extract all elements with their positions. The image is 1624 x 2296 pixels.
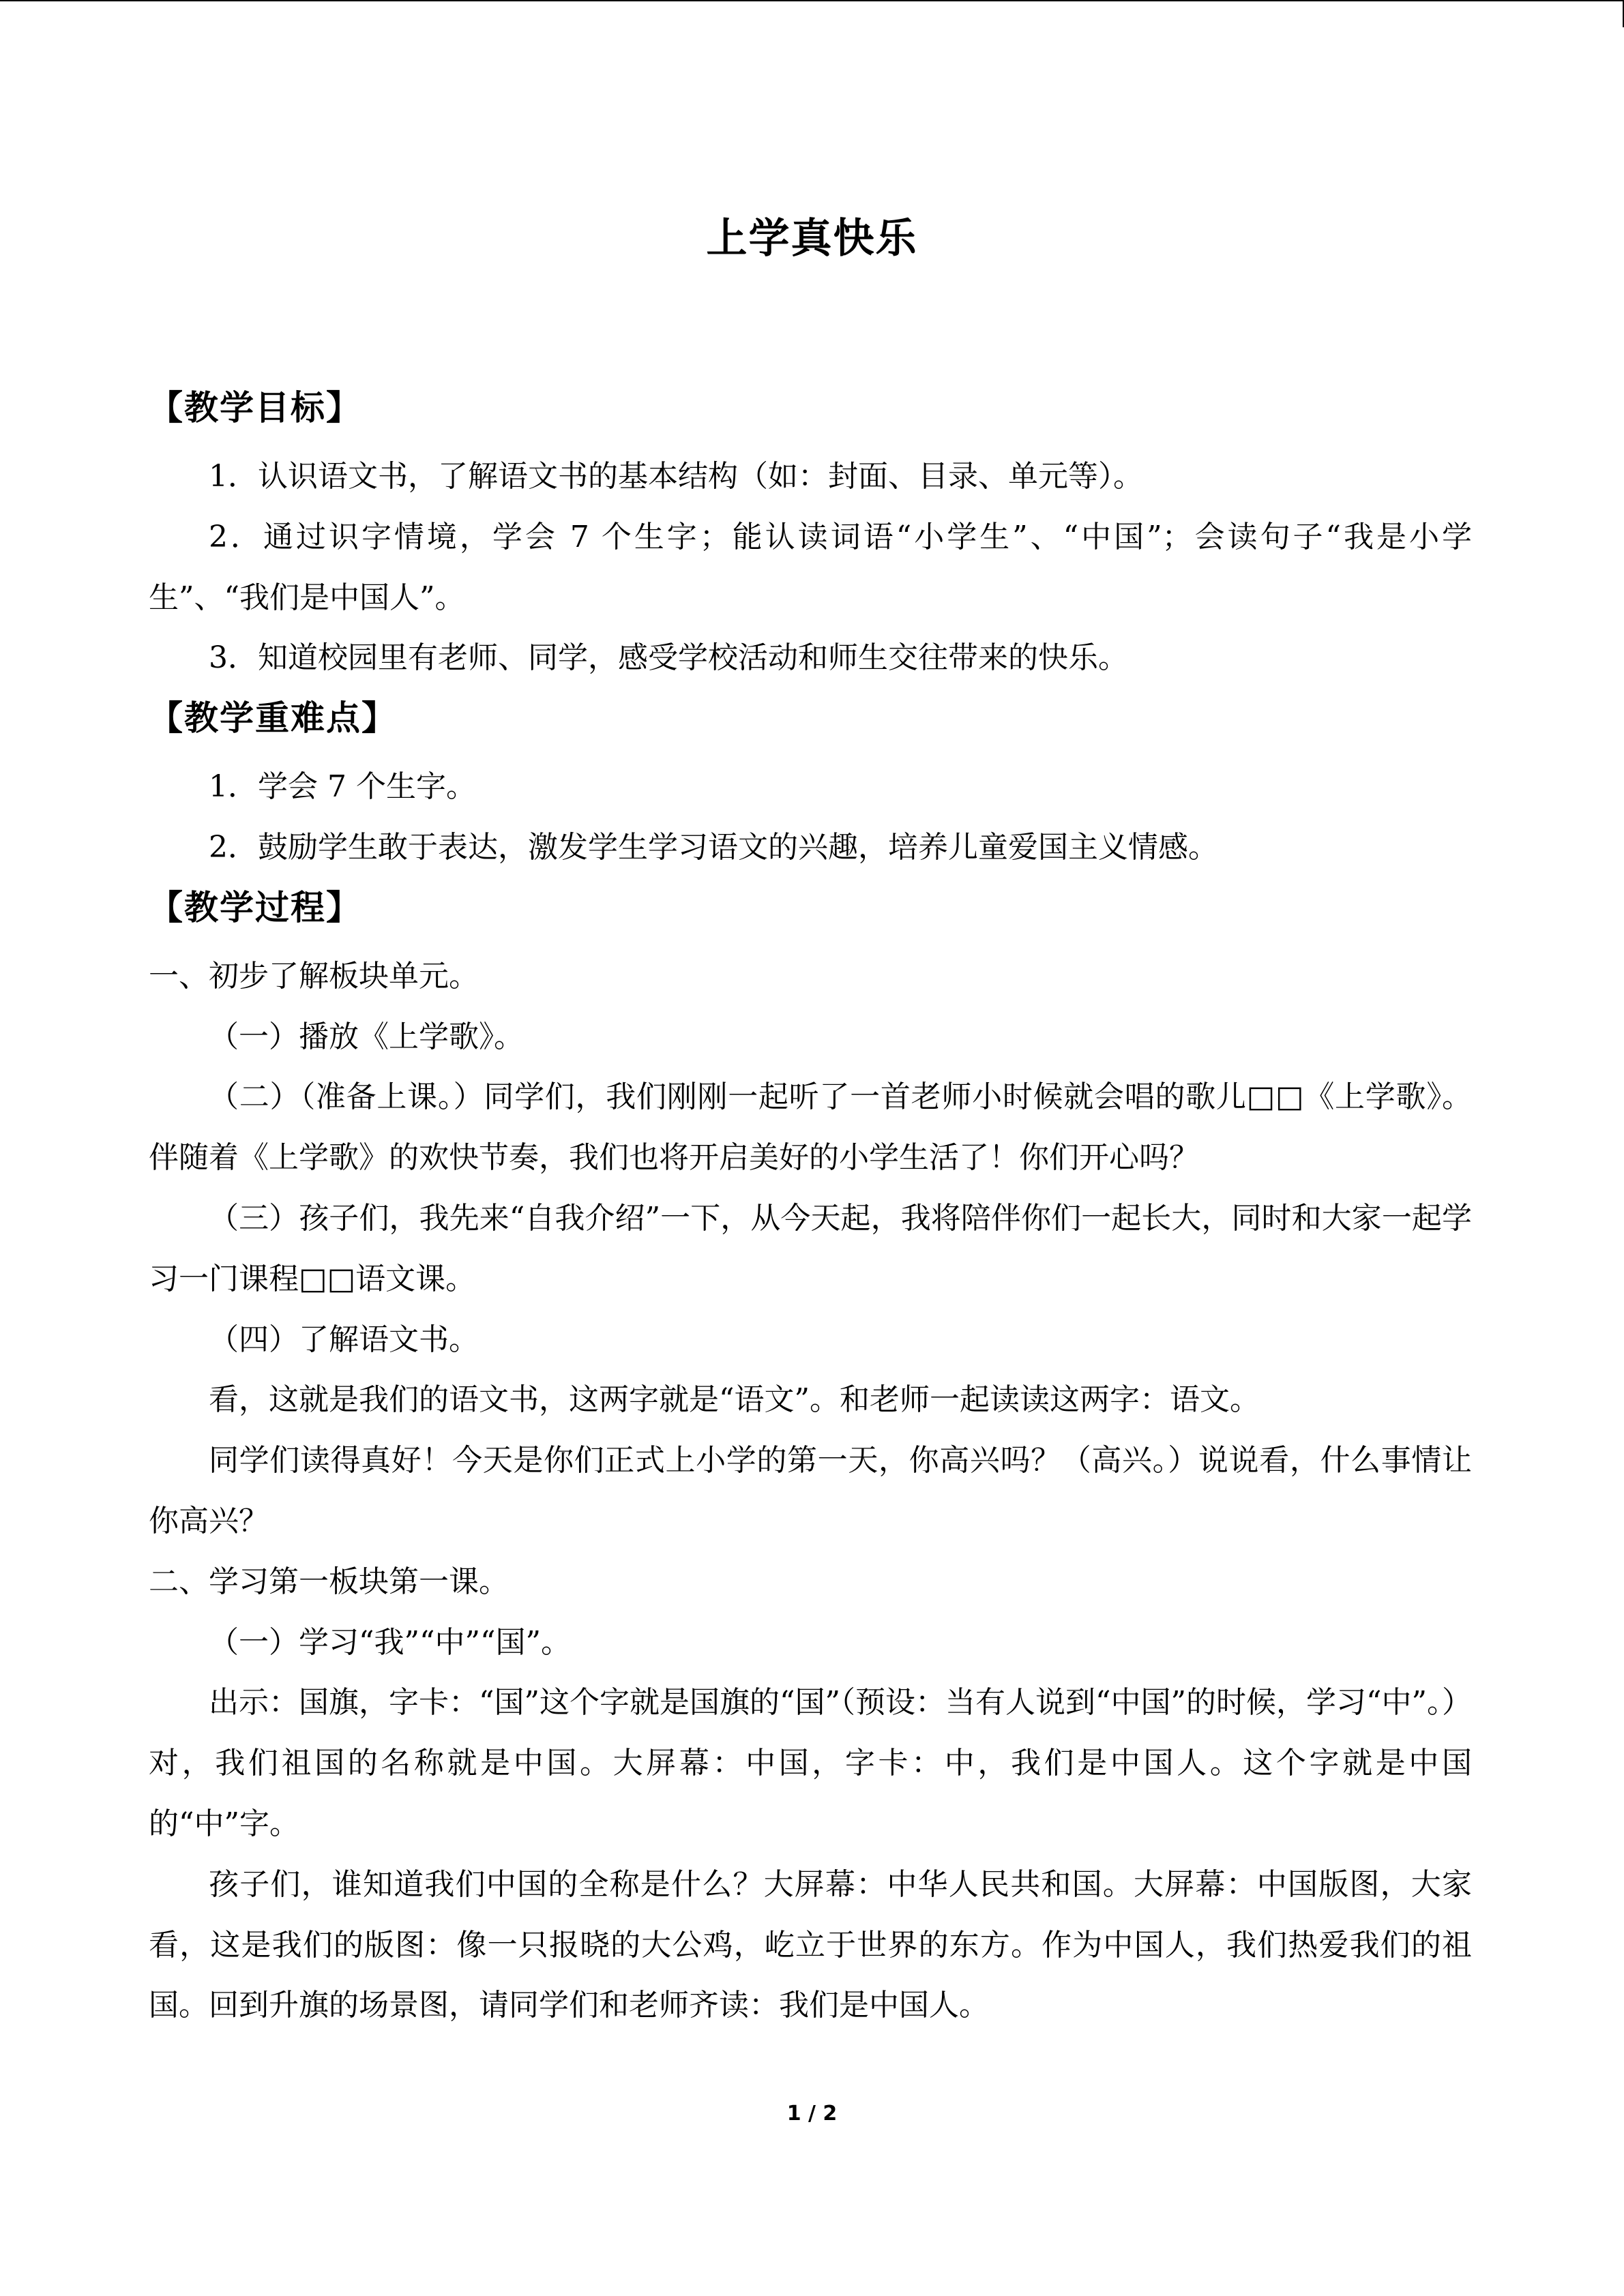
process-paragraph: 看，这就是我们的语文书，这两字就是“语文”。和老师一起读读这两字：语文。 xyxy=(209,1382,1260,1418)
process-paragraph: （一）播放《上学歌》。 xyxy=(209,1019,524,1054)
goal-item: 2．通过识字情境，学会 7 个生字；能认读词语“小学生”、“中国”；会读句子“我是小学生”、“我们是中国人”。 xyxy=(149,519,1472,615)
process-paragraph: （二）（准备上课。）同学们，我们刚刚一起听了一首老师小时候就会唱的歌儿□□《上学歌》。伴随着《上学歌》的欢快节奏，我们也将开启美好的小学生活了！你们开心吗？ xyxy=(149,1079,1472,1176)
document-title: 上学真快乐 xyxy=(706,215,918,263)
process-paragraph: （一）学习“我”“中”“国”。 xyxy=(209,1624,571,1660)
goal-item: 1．认识语文书，了解语文书的基本结构（如：封面、目录、单元等）。 xyxy=(209,459,1143,494)
process-paragraph: 出示：国旗，字卡：“国”这个字就是国旗的“国”（预设：当有人说到“中国”的时候，学习“中”。）对，我们祖国的名称就是中国。大屏幕：中国，字卡：中，我们是中国人。这个字就是中国的“中”字。 xyxy=(149,1685,1472,1841)
process-step-heading: 二、学习第一板块第一课。 xyxy=(149,1564,509,1599)
key-point-item: 1．学会 7 个生字。 xyxy=(209,769,476,805)
process-paragraph: （四）了解语文书。 xyxy=(209,1322,479,1357)
process-step-heading: 一、初步了解板块单元。 xyxy=(149,958,479,994)
process-paragraph: （三）孩子们，我先来“自我介绍”一下，从今天起，我将陪伴你们一起长大，同时和大家一起学习一门课程□□语文课。 xyxy=(149,1200,1472,1296)
document-body xyxy=(149,378,1472,2036)
process-paragraph: 孩子们，谁知道我们中国的全称是什么？大屏幕：中华人民共和国。大屏幕：中国版图，大家看，这是我们的版图：像一只报晓的大公鸡，屹立于世界的东方。作为中国人，我们热爱我们的祖国。回到升旗的场景图，请同学们和老师齐读：我们是中国人。 xyxy=(149,1866,1472,2023)
process-paragraph: 同学们读得真好！今天是你们正式上小学的第一天，你高兴吗？（高兴。）说说看，什么事情让你高兴？ xyxy=(149,1443,1472,1538)
goal-item: 3．知道校园里有老师、同学，感受学校活动和师生交往带来的快乐。 xyxy=(209,640,1128,676)
key-point-item: 2．鼓励学生敢于表达，激发学生学习语文的兴趣，培养儿童爱国主义情感。 xyxy=(209,829,1218,865)
top-border-line xyxy=(0,0,1624,1)
section-heading-key-points: 【教学重难点】 xyxy=(149,698,397,739)
section-heading-goals: 【教学目标】 xyxy=(149,388,361,428)
section-heading-process: 【教学过程】 xyxy=(149,887,361,927)
page-number: 1 / 2 xyxy=(786,2102,838,2126)
